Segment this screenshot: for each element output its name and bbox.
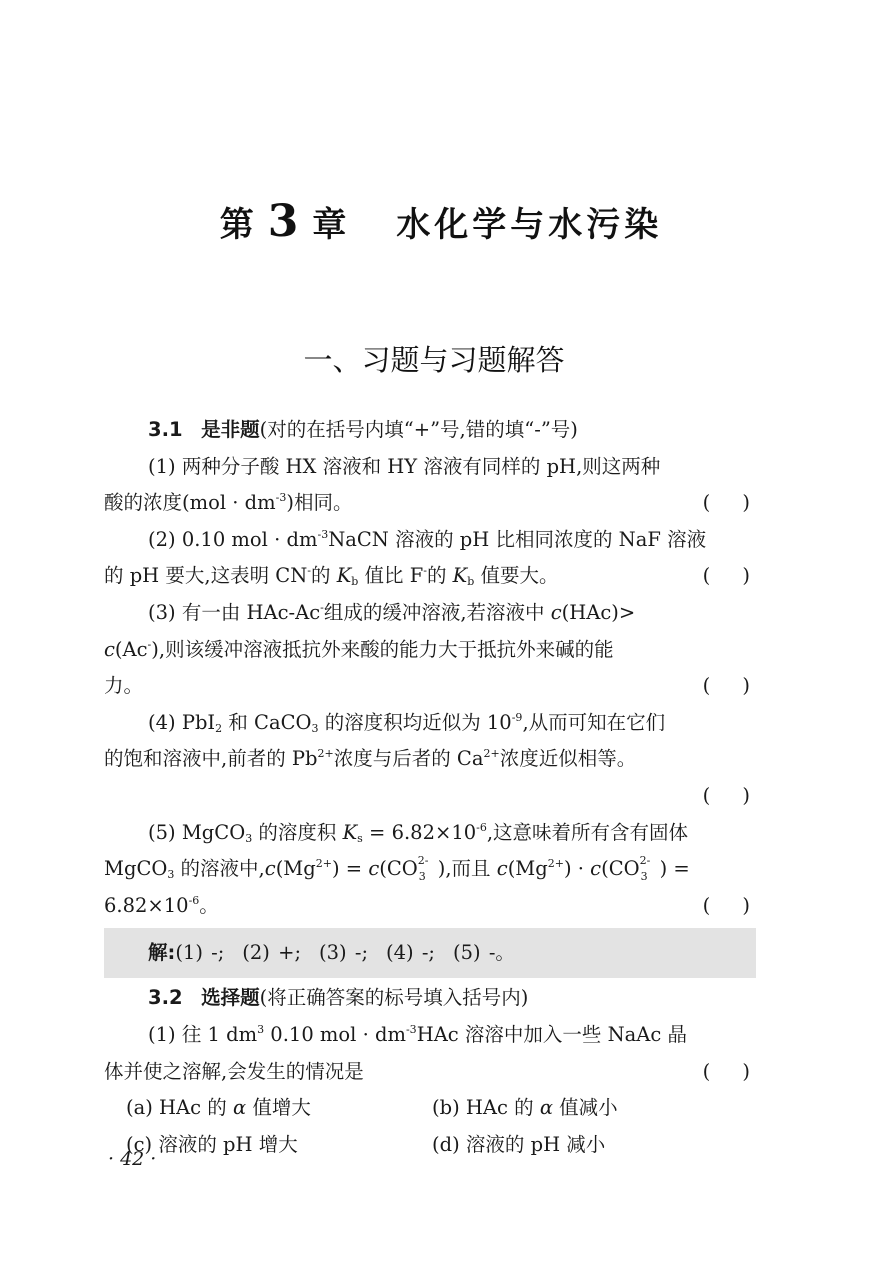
superscript: -9 [511,710,523,724]
chapter-number: 3 [267,196,303,247]
subscript: 3 [640,870,648,884]
answer-blank[interactable]: ( ) [702,491,750,515]
text: (Mg [275,857,316,881]
chapter-prefix: 第 [219,205,258,245]
question-number: 3.2 [148,986,183,1010]
superscript: - [307,564,311,578]
text: 的 [426,564,453,588]
text: 值增大 [246,1096,311,1120]
text: (Mg [507,857,548,881]
text: (3) 有一由 HAc-Ac [148,600,321,624]
text: 的溶液中, [174,857,265,881]
superscript: 2+ [317,747,334,761]
text: ),则该缓冲溶液抵抗外来酸的能力大于抵抗外来碱的能 [151,637,614,661]
text: 浓度近似相等。 [499,747,637,771]
text: (b) HAc 的 [432,1096,540,1120]
answer-blank[interactable]: ( ) [702,893,750,917]
superscript: - [147,637,152,651]
text: = 6.82×10 [362,820,477,844]
superscript: -3 [405,1022,417,1036]
sub-superscript [639,854,660,884]
text: 组成的缓冲溶液,若溶液中 [323,600,551,624]
text: 力。 [104,674,144,698]
item-3-line-3 [104,668,756,705]
symbol-c: c [264,857,276,881]
chapter-title [0,196,882,247]
answer-item: (2) +; [242,941,302,965]
symbol-c: c [590,857,602,881]
document-body [104,412,756,1163]
option-d[interactable] [432,1127,738,1164]
subscript: 3 [418,870,426,884]
question-3-1-heading [104,412,756,449]
superscript: 2- [417,854,429,868]
subscript: 3 [311,721,319,735]
superscript: 2+ [483,747,500,761]
symbol-k: K [342,820,358,844]
question-type: 选择题 [201,986,260,1010]
text: 值比 F [358,564,424,588]
text: 6.82×10 [104,893,189,917]
text: (2) 0.10 mol · dm [148,527,318,551]
text: 和 CaCO [222,710,312,734]
sub-superscript [417,854,438,884]
superscript: -6 [188,893,200,907]
q32-item-1-line-1 [104,1017,756,1054]
answer-label: 解: [148,941,176,965]
text: (HAc)> [561,600,636,624]
text: 浓度与后者的 Ca [333,747,484,771]
answer-item: (5) -。 [453,941,515,965]
answer-blank[interactable]: ( ) [702,1059,750,1083]
item-2-line-2 [104,558,756,595]
text: 的 pH 要大,这表明 CN [104,564,308,588]
text: 酸的浓度(mol · dm [104,491,276,515]
symbol-c: c [550,600,562,624]
option-b[interactable] [432,1090,738,1127]
text: (CO [379,857,418,881]
text: (1) 往 1 dm [148,1022,258,1046]
text: ) = [331,857,369,881]
subscript: 3 [245,831,253,845]
symbol-k: K [452,564,468,588]
text: 的溶度积 [252,820,343,844]
item-4-line-3 [104,778,756,815]
superscript: 2+ [315,857,332,871]
question-number: 3.1 [148,418,183,441]
text: 体并使之溶解,会发生的情况是 [104,1059,364,1083]
symbol-alpha: α [539,1096,553,1120]
item-1-line-2 [104,485,756,522]
text: (1) 两种分子酸 HX 溶液和 HY 溶液有同样的 pH,则这两种 [148,454,661,478]
item-1-line-1 [104,449,756,486]
symbol-alpha: α [232,1096,247,1120]
options-row-1 [104,1090,756,1127]
subscript: s [357,831,363,845]
subscript: 2 [215,721,223,735]
item-4-line-1 [104,705,756,742]
options-row-2 [104,1127,756,1164]
subscript: b [467,575,475,589]
item-4-line-2 [104,741,756,778]
subscript: 3 [167,868,175,882]
text: ,从而可知在它们 [522,710,666,734]
text: )相同。 [286,491,353,515]
symbol-k: K [336,564,352,588]
answer-item: (4) -; [386,941,435,965]
question-3-2-heading [104,980,756,1017]
symbol-c: c [496,857,508,881]
question-instruction: (对的在括号内填“+”号,错的填“-”号) [259,418,578,441]
text: MgCO [104,857,168,881]
text: (5) MgCO [148,820,246,844]
text: HAc 溶溶中加入一些 NaAc 晶 [416,1022,687,1046]
answer-blank[interactable]: ( ) [702,674,750,698]
text: 0.10 mol · dm [264,1022,406,1046]
chapter-suffix: 章 [312,205,351,245]
option-a[interactable] [126,1090,432,1127]
text: (Ac [114,637,148,661]
q32-item-1-line-2 [104,1054,756,1091]
item-3-line-1 [104,595,756,632]
item-3-line-2 [104,632,756,669]
section-title: 一、习题与习题解答 [303,343,565,377]
superscript: 2- [639,854,651,868]
text: (c) 溶液的 pH 增大 [126,1132,298,1156]
option-c[interactable] [126,1127,432,1164]
page-number: · 42 · [108,1148,157,1170]
superscript: 2+ [547,857,564,871]
text: 值减小 [552,1096,618,1120]
symbol-c: c [104,637,115,661]
item-5-line-1 [104,815,756,852]
text: (d) 溶液的 pH 减小 [432,1132,606,1156]
text: ,这意味着所有含有固体 [486,820,689,844]
text: 的饱和溶液中,前者的 Pb [104,747,318,771]
text: NaCN 溶液的 pH 比相同浓度的 NaF 溶液 [328,527,707,551]
answer-blank[interactable]: ( ) [702,564,750,588]
text: ) · [563,857,591,881]
superscript: -3 [317,527,329,541]
subscript: b [351,575,359,589]
superscript: 3 [257,1022,265,1036]
text: (a) HAc 的 [126,1096,233,1120]
item-2-line-1 [104,522,756,559]
text: 值要大。 [474,564,559,588]
text: (4) PbI [148,710,216,734]
answer-blank[interactable]: ( ) [702,783,750,807]
superscript: - [423,564,427,578]
text: ),而且 [437,857,497,881]
symbol-c: c [368,857,380,881]
item-5-line-2 [104,851,756,888]
question-type: 是非题 [201,418,260,441]
superscript: -3 [275,491,287,505]
answer-item: (3) -; [319,941,369,965]
superscript: - [320,600,324,614]
text: 的溶度积均近似为 10 [318,710,512,734]
chapter-name: 水化学与水污染 [396,205,663,245]
text: 。 [199,893,219,917]
text: ) = [659,857,690,881]
item-5-line-3 [104,888,756,925]
answer-item: (1) -; [175,941,225,965]
text: 的 [310,564,337,588]
superscript: -6 [476,820,487,834]
question-instruction: (将正确答案的标号填入括号内) [259,986,529,1010]
text: (CO [601,857,640,881]
answer-box [104,928,756,978]
